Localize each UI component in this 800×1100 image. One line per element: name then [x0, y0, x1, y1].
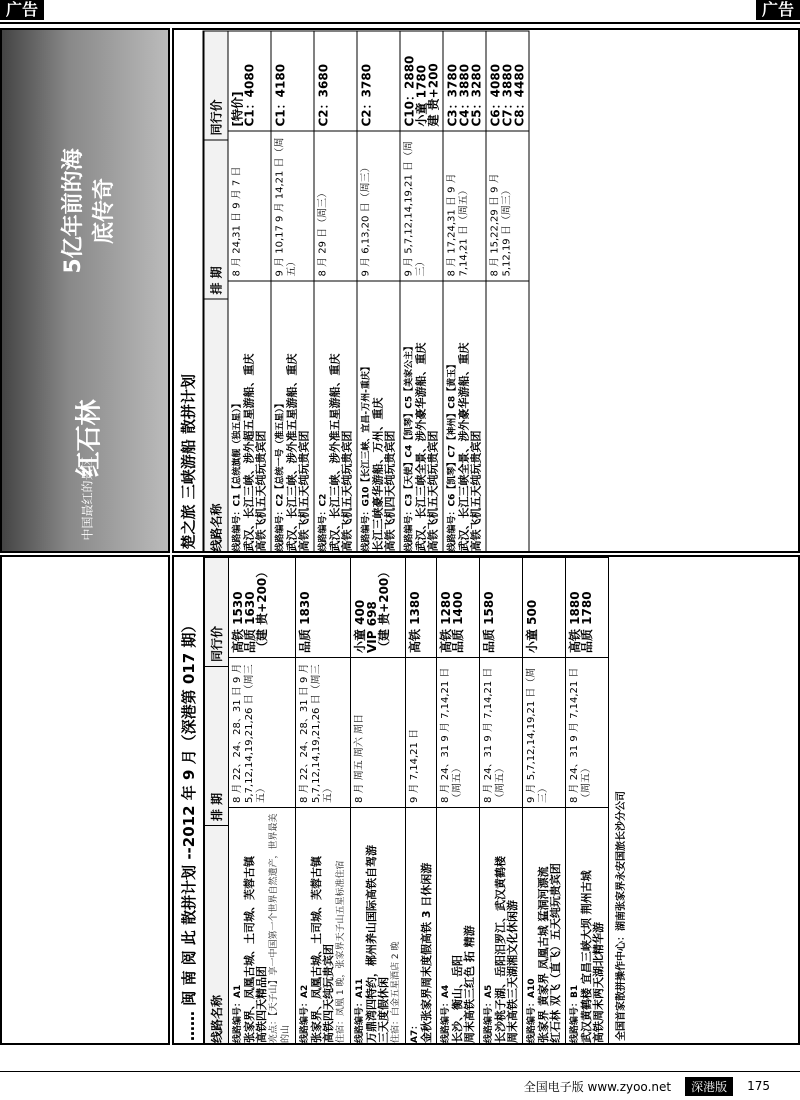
right-route-code: 线路编号：C2【总统一号（准五星）】: [275, 399, 286, 552]
right-route-title: 长江三峡豪华游船、万州、重庆: [371, 397, 385, 552]
left-ad-panel: [172, 555, 800, 1045]
footer-edition: 深港版: [685, 1077, 733, 1096]
col-route-name-right: 线路名称: [205, 299, 228, 554]
right-route-code: 线路编号：C1【总统旗舰（独五星）】: [232, 399, 243, 552]
left-route-price: [480, 557, 522, 657]
right-route-tagline: 高铁飞机五天纯玩贵宾团: [340, 430, 354, 552]
left-price-line: 高铁 1530: [231, 591, 245, 653]
right-route-tagline: 高铁飞机四天纯玩贵宾团: [383, 430, 397, 552]
left-price-line: 高铁 1380: [408, 591, 422, 653]
left-route-code: 线路编号：A2: [300, 984, 310, 1043]
col-route-name: 线路名称: [205, 825, 228, 1045]
right-route-cell: [272, 281, 314, 554]
left-price-line: 品质 1580: [482, 591, 496, 653]
left-route-title: 武汉黄鹤楼 宜昌三峡大坝 荆州古城: [580, 870, 593, 1043]
left-route-schedule: 9 月 7,14,21 日: [406, 657, 436, 807]
left-route-note: 住宿：白金五星酒店 2 晚: [391, 941, 401, 1043]
left-route-row: [296, 557, 351, 1045]
right-price-line: C2：3780: [359, 63, 374, 127]
right-route-tagline: 高铁飞机五天纯玩贵宾团: [297, 430, 311, 552]
right-price-line: C6：4080: [488, 63, 503, 127]
right-route-row: [315, 31, 358, 554]
left-route-tagline: 高铁四天纯玩贵宾团: [322, 944, 335, 1043]
left-route-code: 线路编号：B1: [570, 984, 580, 1043]
left-price-line: 高铁 1880: [568, 591, 582, 653]
left-price-line: 品质 1400: [451, 591, 465, 653]
right-route-schedule: 9 月 10,17 9 月 14,21 日（周五）: [272, 131, 314, 281]
right-route-tagline: 高铁飞机五天纯玩贵宾团: [469, 430, 483, 552]
left-route-note: 亮点：【天子山】享一中国第一个世界自然遗产，世界最美的山: [269, 813, 291, 1043]
right-ad-rotated: [174, 31, 800, 554]
right-route-schedule: 9 月 6,13,20 日（周三）: [358, 131, 400, 281]
right-route-cell: [444, 281, 486, 554]
left-route-list: [229, 557, 609, 1045]
right-column-headers: [205, 31, 229, 554]
right-route-schedule: 8 月 15,22,29 日 9 月 5,12,19 日（周三）: [487, 131, 529, 281]
right-route-row: [272, 31, 315, 554]
right-route-price: [487, 31, 529, 131]
right-header-title: 楚之旅 三峡游船 散拼计划: [179, 374, 198, 550]
left-route-tagline: 周末高铁三红色 拓 精游: [463, 925, 476, 1043]
left-price-line: 品质 1780: [580, 591, 594, 653]
left-header-title: …… 闽 南 阅 此 散拼计划 --2012 年 9 月（深港第 017 期）: [180, 617, 198, 1041]
left-price-line: 小童 500: [525, 599, 539, 653]
footer-site: 全国电子版 www.zyoo.net: [523, 1079, 672, 1094]
left-route-schedule: 8 月 22、24、28、31 日 9 月 5,7,12,14,19,21,26 日（周三五）: [229, 657, 295, 807]
left-route-tagline: 周末高铁三天湖湘文化休闲游: [506, 900, 519, 1043]
right-route-row: [444, 31, 487, 554]
right-price-line: C4：3880: [457, 63, 472, 127]
right-route-price: [444, 31, 486, 131]
left-route-tagline: 高铁四天精品团: [255, 966, 268, 1043]
footer-page-number: 175: [747, 1079, 770, 1093]
left-route-cell: [296, 807, 350, 1045]
right-price-line: C10：2880: [402, 55, 417, 127]
left-price-line: （建 贵+200）: [377, 565, 391, 653]
left-route-code: 线路编号：A1: [233, 984, 243, 1043]
right-price-line: C2：3680: [316, 63, 331, 127]
right-route-cell: [315, 281, 357, 554]
left-route-cell: [406, 807, 436, 1045]
left-route-row: [566, 557, 609, 1045]
left-route-row: [480, 557, 523, 1045]
right-route-list: [229, 31, 530, 554]
right-route-code: 线路编号：G10【长江三峡、宜昌-万州-重庆】: [361, 362, 372, 552]
left-header: [174, 557, 205, 1045]
right-route-schedule: 9 月 5,7,12,14,19,21 日（周三）: [401, 131, 443, 281]
col-schedule-right: 排 期: [205, 140, 228, 299]
right-route-row: [401, 31, 444, 554]
left-route-title: 张家界、凤凰古城、土司城、芙蓉古镇: [243, 856, 256, 1043]
right-route-cell: [401, 281, 443, 554]
right-price-line: C8：4480: [512, 63, 527, 127]
right-ad-panel: [172, 28, 800, 553]
right-route-title: 武汉、长江三峡全景、涉外豪华游船、重庆: [414, 342, 428, 552]
right-price-line: C5：3280: [469, 63, 484, 127]
left-price-line: VIP 698: [365, 601, 379, 653]
hongshilin-banner: [0, 28, 170, 553]
left-route-schedule: 8 月 24、31 9 月 7,14,21 日（周五）: [437, 657, 479, 807]
left-route-schedule: 8 月 周五 周六 周日: [351, 657, 405, 807]
right-route-price: [229, 31, 271, 131]
left-route-price: [523, 557, 565, 657]
right-route-code: 线路编号：C3【天使】C4【凯琴】C5【美家公主】: [404, 341, 415, 552]
right-route-tagline: 高铁飞机五天纯玩贵宾团: [426, 430, 440, 552]
right-header: [174, 31, 205, 554]
left-route-code: 线路编号：A5: [484, 984, 494, 1043]
banner-slogan: 5亿年前的海底传奇: [61, 148, 117, 274]
left-route-title: 万鼎湾四特约，郴州养山国际高铁自驾游: [365, 845, 378, 1043]
col-price-right: 同行价: [205, 31, 228, 140]
right-route-schedule: 8 月 29 日（周三）: [315, 131, 357, 281]
right-route-cell: [487, 281, 529, 554]
ad-tag-right: 广告: [756, 0, 800, 20]
left-price-line: 小童 400: [353, 599, 367, 653]
right-route-cell: [358, 281, 400, 554]
right-route-row: [358, 31, 401, 554]
left-route-row: [437, 557, 480, 1045]
left-route-code: A7：: [410, 1020, 420, 1043]
right-route-row: [229, 31, 272, 554]
right-price-line: [特价]: [230, 91, 245, 127]
left-bottom-note: 全国首家散拼操作中心：湖南张家界永安国旅长沙分公司: [616, 791, 627, 1041]
top-rule: [0, 22, 800, 24]
left-route-row: [406, 557, 437, 1045]
right-route-schedule: 8 月 17,24,31 日 9 月 7,14,21 日（周五）: [444, 131, 486, 281]
right-route-code: 线路编号：C2: [318, 493, 329, 552]
left-route-title: 张家界 黄家界 凤凰古城 猛洞河漂流: [537, 866, 550, 1043]
right-route-price: [315, 31, 357, 131]
col-price: 同行价: [205, 557, 228, 666]
right-route-title: 武汉、长江三峡、涉外准五星游船、重庆: [328, 353, 342, 552]
left-route-cell: [480, 807, 522, 1045]
left-route-tagline: 红石林 双飞（直飞）五天纯玩贵宾团: [549, 863, 562, 1043]
left-price-line: 高铁 1280: [439, 591, 453, 653]
left-price-line: 品质 1830: [298, 591, 312, 653]
right-route-price: [272, 31, 314, 131]
left-price-line: 品质 1630: [243, 591, 257, 653]
right-route-title: 武汉、长江三峡、涉外超五星游船、重庆: [242, 353, 256, 552]
ad-tag-left: 广告: [0, 0, 44, 20]
left-brand-strip: [0, 555, 170, 1045]
right-route-row: [487, 31, 530, 554]
right-price-line: C1：4180: [273, 63, 288, 127]
left-ad-rotated: [174, 557, 800, 1045]
left-route-cell: [437, 807, 479, 1045]
left-route-row: [229, 557, 296, 1045]
left-route-schedule: 8 月 24、31 9 月 7,14,21 日（周五）: [480, 657, 522, 807]
left-route-cell: [566, 807, 608, 1045]
left-route-row: [523, 557, 566, 1045]
left-route-code: 线路编号：A11: [355, 978, 365, 1043]
right-route-price: [401, 31, 443, 131]
left-route-title: 张家界、凤凰古城、土司城、芙蓉古镇: [310, 856, 323, 1043]
right-route-price: [358, 31, 400, 131]
left-route-title: 长沙桃子湖、岳阳汨罗江、武汉黄鹤楼: [494, 856, 507, 1043]
right-route-title: 武汉、长江三峡、涉外准五星游船、重庆: [285, 353, 299, 552]
left-route-row: [351, 557, 406, 1045]
left-route-price: [351, 557, 405, 657]
left-column-headers: [205, 557, 229, 1045]
right-route-schedule: 8 月 24,31 日 9 月 7 日: [229, 131, 271, 281]
left-route-schedule: 9 月 5,7,12,14,19,21 日（周三）: [523, 657, 565, 807]
right-price-line: C7：3880: [500, 63, 515, 127]
hongshilin-logo-sub: 中国最红的景区: [80, 456, 95, 541]
left-route-price: [296, 557, 350, 657]
right-route-cell: [229, 281, 271, 554]
left-route-cell: [229, 807, 295, 1045]
right-route-title: 武汉、长江三峡全景、涉外豪华游船、重庆: [457, 342, 471, 552]
left-route-title: 长沙、衡山、岳阳: [451, 955, 464, 1043]
left-route-code: 线路编号：A4: [441, 984, 451, 1043]
right-route-tagline: 高铁飞机五天纯玩贵宾团: [254, 430, 268, 552]
page-footer: [0, 1071, 800, 1100]
left-route-price: [437, 557, 479, 657]
right-price-line: 小童 1780: [414, 64, 429, 127]
right-route-code: 线路编号：C6【凯琴】C7【神州】C8【黄玉】: [447, 359, 458, 552]
col-schedule: 排 期: [205, 666, 228, 825]
left-route-title: 金秋张家界周末度假高铁 3 日休闲游: [420, 862, 433, 1043]
left-route-tagline: 高铁周末两天湖北精华游: [592, 922, 605, 1043]
left-route-code: 线路编号：A10: [527, 978, 537, 1043]
left-route-cell: [523, 807, 565, 1045]
left-route-price: [566, 557, 608, 657]
left-route-price: [406, 557, 436, 657]
left-route-price: [229, 557, 295, 657]
hongshilin-logo: 红石林: [74, 399, 105, 478]
left-route-schedule: 8 月 24、31 9 月 7,14,21 日（周五）: [566, 657, 608, 807]
right-price-line: C1：4080: [242, 63, 257, 127]
left-route-tagline: 三天度假休闲: [377, 977, 390, 1043]
left-route-schedule: 8 月 22、24、28、31 日 9 月 5,7,12,14,19,21,26 日（周三五）: [296, 657, 350, 807]
left-price-line: （建 贵+200）: [255, 565, 269, 653]
left-route-note: 住宿：凤凰 1 晚，张家界天子山五星标准住宿: [336, 860, 346, 1043]
right-price-line: 建 贵+200: [426, 63, 441, 127]
left-route-cell: [351, 807, 405, 1045]
right-price-line: C3：3780: [445, 63, 460, 127]
